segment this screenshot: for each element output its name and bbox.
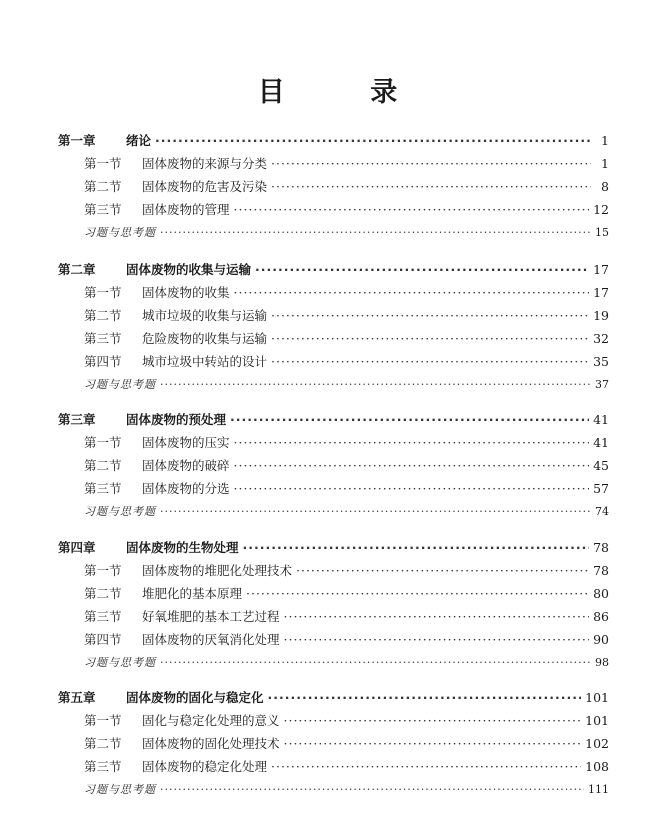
entry-label (84, 782, 156, 798)
entry-label (84, 156, 267, 172)
page-title: 目 录 (257, 77, 436, 108)
page-number: 57 (593, 481, 609, 496)
entry-number: 第一章 (58, 133, 96, 148)
entry-label (84, 713, 280, 729)
page-number: 19 (593, 308, 609, 323)
entry-title: 固体废物的来源与分类 (142, 156, 268, 171)
dot-leader (160, 225, 591, 241)
page-number: 8 (601, 179, 609, 194)
dot-leader (284, 736, 582, 752)
entry-label (58, 690, 264, 706)
entry-number: 第一节 (84, 713, 122, 728)
dot-leader (271, 179, 591, 195)
entry-number: 第三节 (84, 609, 122, 624)
entry-label (84, 609, 280, 625)
dot-leader (234, 481, 590, 497)
entry-label (84, 655, 156, 671)
entry-number: 第二节 (84, 458, 122, 473)
entry-title: 习题与思考题 (84, 226, 156, 239)
page-number: 90 (593, 632, 609, 647)
page-number: 78 (593, 563, 609, 578)
page-number: 1 (601, 133, 609, 148)
dot-leader (271, 331, 589, 347)
section-entry (84, 458, 609, 474)
entry-title: 固体废物的分选 (142, 481, 230, 496)
section-entry (84, 156, 609, 172)
entry-title: 固体废物的收集 (142, 285, 230, 300)
entry-label (84, 435, 230, 451)
page-number: 41 (593, 412, 609, 427)
page-number: 41 (593, 435, 609, 450)
page-number: 37 (595, 378, 609, 391)
entry-number: 第二节 (84, 736, 122, 751)
entry-number: 第二节 (84, 586, 122, 601)
dot-leader (268, 690, 582, 706)
entry-number: 第二节 (84, 179, 122, 194)
entry-label (84, 225, 156, 241)
section-entry (84, 609, 609, 625)
chapter-entry (58, 540, 609, 556)
page-number: 15 (595, 226, 609, 239)
page-number: 101 (585, 690, 609, 705)
entry-label (58, 412, 226, 428)
section-entry (84, 632, 609, 648)
entry-label (84, 377, 156, 393)
section-entry (84, 179, 609, 195)
entry-title: 危险废物的收集与运输 (142, 331, 268, 346)
entry-number: 第二章 (58, 262, 96, 277)
dot-leader (284, 713, 582, 729)
entry-title: 固体废物的破碎 (142, 458, 230, 473)
entry-title: 堆肥化的基本原理 (142, 586, 243, 601)
entry-number: 第一节 (84, 563, 122, 578)
entry-title: 绪论 (126, 133, 152, 148)
dot-leader (271, 759, 581, 775)
entry-number: 第四节 (84, 632, 122, 647)
dot-leader (271, 308, 589, 324)
dot-leader (284, 632, 590, 648)
page-number: 111 (588, 783, 609, 796)
exercise-entry (84, 782, 609, 798)
entry-number: 第二节 (84, 308, 122, 323)
dot-leader (234, 285, 590, 301)
dot-leader (255, 262, 589, 278)
dot-leader (271, 156, 591, 172)
section-entry (84, 759, 609, 775)
entry-title: 固体废物的收集与运输 (126, 262, 252, 277)
entry-number: 第四节 (84, 354, 122, 369)
page-number: 74 (595, 505, 609, 518)
entry-title: 习题与思考题 (84, 505, 156, 518)
exercise-entry (84, 225, 609, 241)
section-entry (84, 736, 609, 752)
dot-leader (155, 133, 591, 149)
chapter-entry (58, 133, 609, 149)
chapter-entry (58, 690, 609, 706)
section-entry (84, 435, 609, 451)
section-entry (84, 285, 609, 301)
entry-label (84, 586, 242, 602)
dot-leader (160, 655, 591, 671)
entry-number: 第五章 (58, 690, 96, 705)
entry-title: 习题与思考题 (84, 783, 156, 796)
entry-number: 第三节 (84, 331, 122, 346)
dot-leader (246, 586, 589, 602)
entry-title: 固体废物的堆肥化处理技术 (142, 563, 293, 578)
entry-title: 固体废物的稳定化处理 (142, 759, 268, 774)
entry-title: 习题与思考题 (84, 656, 156, 669)
page-number: 12 (593, 202, 609, 217)
chapter-entry (58, 412, 609, 428)
page-number: 86 (593, 609, 609, 624)
entry-label (84, 354, 267, 370)
section-entry (84, 331, 609, 347)
dot-leader (296, 563, 589, 579)
entry-number: 第三节 (84, 481, 122, 496)
page-number: 35 (593, 354, 609, 369)
entry-title: 固体废物的厌氧消化处理 (142, 632, 280, 647)
entry-number: 第三节 (84, 759, 122, 774)
entry-number: 第三章 (58, 412, 96, 427)
dot-leader (160, 377, 591, 393)
entry-title: 好氧堆肥的基本工艺过程 (142, 609, 280, 624)
section-entry (84, 713, 609, 729)
entry-title: 习题与思考题 (84, 378, 156, 391)
page-number: 17 (593, 262, 609, 277)
entry-title: 固体废物的固化与稳定化 (126, 690, 264, 705)
page-number: 98 (595, 656, 609, 669)
entry-title: 固化与稳定化处理的意义 (142, 713, 280, 728)
section-entry (84, 308, 609, 324)
entry-label (84, 458, 230, 474)
entry-title: 城市垃圾的收集与运输 (142, 308, 268, 323)
entry-label (58, 540, 239, 556)
page-number: 17 (593, 285, 609, 300)
entry-number: 第一节 (84, 435, 122, 450)
entry-label (84, 759, 267, 775)
entry-label (58, 262, 251, 278)
page-number: 80 (593, 586, 609, 601)
section-entry (84, 481, 609, 497)
dot-leader (284, 609, 590, 625)
page-number: 102 (585, 736, 609, 751)
exercise-entry (84, 377, 609, 393)
entry-label (84, 563, 292, 579)
entry-label (84, 285, 230, 301)
chapter-entry (58, 262, 609, 278)
dot-leader (234, 435, 590, 451)
dot-leader (234, 202, 590, 218)
page-number: 32 (593, 331, 609, 346)
dot-leader (230, 412, 589, 428)
entry-number: 第四章 (58, 540, 96, 555)
entry-title: 城市垃圾中转站的设计 (142, 354, 268, 369)
entry-label (84, 632, 280, 648)
entry-label (84, 504, 156, 520)
entry-number: 第一节 (84, 285, 122, 300)
page-number: 101 (585, 713, 609, 728)
page-number: 45 (593, 458, 609, 473)
dot-leader (160, 504, 591, 520)
page-number: 78 (593, 540, 609, 555)
entry-title: 固体废物的压实 (142, 435, 230, 450)
entry-title: 固体废物的预处理 (126, 412, 227, 427)
page-number: 108 (585, 759, 609, 774)
entry-label (84, 308, 267, 324)
entry-label (84, 481, 230, 497)
section-entry (84, 586, 609, 602)
entry-number: 第三节 (84, 202, 122, 217)
entry-title: 固体废物的管理 (142, 202, 230, 217)
section-entry (84, 563, 609, 579)
entry-number: 第一节 (84, 156, 122, 171)
entry-label (84, 202, 230, 218)
section-entry (84, 354, 609, 370)
entry-label (84, 331, 267, 347)
exercise-entry (84, 504, 609, 520)
dot-leader (234, 458, 590, 474)
exercise-entry (84, 655, 609, 671)
entry-label (84, 736, 280, 752)
dot-leader (271, 354, 589, 370)
page-number: 1 (601, 156, 609, 171)
entry-title: 固体废物的危害及污染 (142, 179, 268, 194)
entry-label (84, 179, 267, 195)
entry-title: 固体废物的固化处理技术 (142, 736, 280, 751)
entry-label (58, 133, 151, 149)
section-entry (84, 202, 609, 218)
dot-leader (243, 540, 590, 556)
dot-leader (160, 782, 584, 798)
entry-title: 固体废物的生物处理 (126, 540, 239, 555)
